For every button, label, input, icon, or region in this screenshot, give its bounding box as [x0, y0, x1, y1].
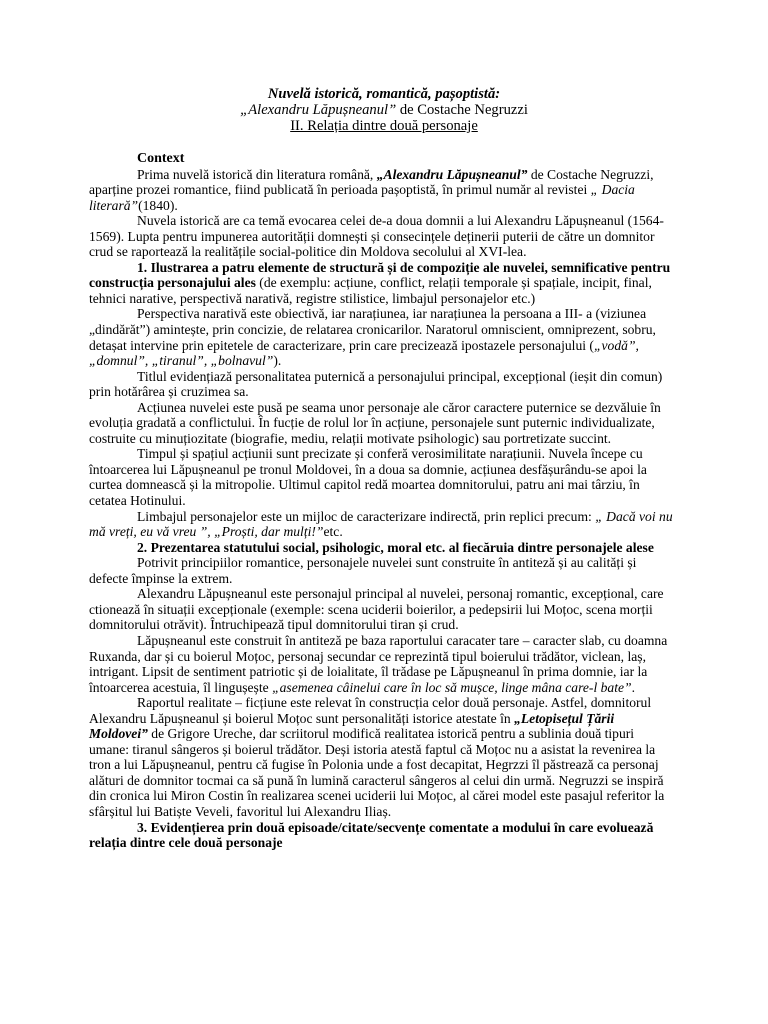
section-2-paragraph-2: Alexandru Lăpușneanul este personajul principal al nuvelei, personaj romantic, excepțional, care ctionează în situații excepționale (exemple: scena uciderii boierilor, a pedepsirii lui Moțoc, scena morții domnitorului otrăvit). Întruchipează tipul domnitorului tiran și crud.	[89, 586, 664, 633]
text-run: .	[631, 679, 635, 695]
text-run: de Grigore Ureche, dar scriitorul modifică realitatea istorică pentru a sublinia două tipuri umane: tiranul sângeros și boierul trădător. Deși istoria atestă faptul că Moțoc nu a asistat la revenirea la tron a lui Lăpușneanul, pentru că fugise în Polonia unde a fost decapitat, Hegrzzi îl păstrează ca personaj alături de domnitor tocmai ca să pună în lumină caracterul sângeros al celui din urmă. Negruzzi se inspiră din cronica lui Miron Costin în realizarea scenei uciderii lui Moțoc, al cărei model este pasajul referitor la sfârșitul lui Batiște Veveli, favoritul lui Alexandru Iliaș.	[89, 726, 665, 819]
emphasis-epithets: „vodă”, „domnul”, „tiranul”, „bolnavul”	[89, 337, 639, 369]
section-1-heading-note: (de exemplu: acțiune, conflict, relații temporale și spațiale, incipit, final, tehnici narative, perspectivă narativă, registre stilistice, limbajul personajelor etc.)	[89, 275, 652, 306]
context-paragraph-2: Nuvela istorică are ca temă evocarea celei de-a doua domnii a lui Alexandru Lăpușneanul (1564-1569). Lupta pentru impunerea autorității domnești și consecințele deținerii puterii de către un domnitor crud se raportează la realitățile social-politice din Moldova secolului al XVI-lea.	[89, 213, 664, 260]
section-2-paragraph-1: Potrivit principiilor romantice, personajele nuvelei sunt construite în antiteză și au calități și defecte împinse la extrem.	[89, 555, 637, 586]
text-run: Raportul realitate – ficțiune este relevat în construcția celor două personaje. Astfel, domnitorul Alexandru Lăpușneanul și boierul Moțoc sunt personalități istorice atestate în	[89, 695, 652, 726]
work-author: de Costache Negruzzi	[396, 102, 528, 118]
text-run: etc.	[323, 524, 343, 540]
text-run: ).	[273, 353, 282, 369]
section-2-paragraph-4	[89, 695, 673, 819]
document-body	[89, 151, 673, 851]
section-2-heading-text: 2. Prezentarea statutului social, psihologic, moral etc. al fiecăruia dintre personajele alese	[137, 539, 654, 555]
section-1-paragraph-2: Titlul evidențiază personalitatea puternică a personajului principal, excepțional (ieșit din comun) prin hotărârea și cruzimea sa.	[89, 368, 663, 400]
text-run: Prima nuvelă istorică din literatura română,	[137, 166, 377, 182]
emphasis-chronicle: „Letopisețul Țării Moldovei”	[89, 710, 615, 742]
emphasis-title: „Alexandru Lăpușneanul”	[376, 166, 528, 182]
document-header	[0, 86, 768, 134]
emphasis-journal: „ Dacia literară”	[89, 182, 635, 213]
section-2-paragraph-3	[89, 633, 673, 695]
text-run: de Costache Negruzzi, aparține prozei romantice, fiind publicată în perioada pașoptistă, în primul număr al revistei	[89, 166, 654, 198]
work-line	[0, 102, 768, 118]
text-run: (1840).	[138, 197, 178, 213]
context-heading: Context	[137, 151, 185, 166]
section-3-heading-text: 3. Evidențierea prin două episoade/citate/secvențe comentate a modului în care evoluează relația dintre cele două personaje	[89, 819, 654, 851]
section-1-paragraph-1	[89, 306, 673, 368]
section-1-paragraph-5	[89, 509, 673, 540]
section-3-heading	[89, 820, 673, 851]
section-1-paragraph-3: Acțiunea nuvelei este pusă pe seama unor personaje ale căror caractere puternice se dezvăluie în evoluția gradată a conflictului. În fucție de rolul lor în acțiune, personajele sunt puternic individualizate, costruite cu minuțiozitate (biografie, mediu, relații motivate psihologic) sau portretizate succint.	[89, 399, 661, 446]
section-1-paragraph-4: Timpul și spațiul acțiunii sunt precizate și conferă verosimilitate narațiunii. Nuvela începe cu întoarcerea lui Lăpușneanul pe tronul Moldovei, în a doua sa domnie, acțiunea desfășurându-se apoi la curtea domnească și la mitropolie. Ultimul capitol redă moartea domnitorului, patru ani mai târziu, în cetatea Hotinului.	[89, 446, 647, 509]
document-subtitle: II. Relația dintre două personaje	[290, 118, 478, 134]
section-2-heading	[89, 540, 673, 556]
work-title: „Alexandru Lăpușneanul”	[240, 102, 397, 118]
document-title: Nuvelă istorică, romantică, pașoptistă:	[267, 86, 501, 102]
section-1	[89, 260, 673, 307]
emphasis-quote: „asemenea câinelui care în loc să mușce, linge mâna care-l bate”	[272, 679, 632, 695]
context-paragraph-1	[89, 167, 673, 214]
text-run: Limbajul personajelor este un mijloc de caracterizare indirectă, prin replici precum:	[137, 508, 596, 524]
text-run: Perspectiva narativă este obiectivă, iar narațiunea, iar narațiunea la persoana a III- a (viziunea „dindărăt”) amintește, prin concizie, de relatarea cronicarilor. Naratorul omniscient, omniprezent, sobru, detașat intervine prin epitetele de caracterizare, prin care precizează ipostazele personajului (	[89, 306, 656, 353]
section-1-heading: 1. Ilustrarea a patru elemente de structură și de compoziție ale nuvelei, semnificative pentru construcția personajului ales	[89, 259, 671, 291]
emphasis-quotes: „ Dacă voi nu mă vreți, eu vă vreu ”, „Proști, dar mulți!”	[89, 508, 673, 540]
text-run: Lăpușneanul este construit în antiteză pe baza raportului caracater tare – caracter slab, cu doamna Ruxanda, dar și cu boierul Moțoc, personaj secundar ce reprezintă tipul boierului trădător, viclean, laș, intrigant. Lipsit de sentiment patriotic și de loialitate, îl trădase pe Lăpușneanul în prima domnie, iar la întoarcerea acestuia, îl lingușește	[89, 632, 668, 695]
